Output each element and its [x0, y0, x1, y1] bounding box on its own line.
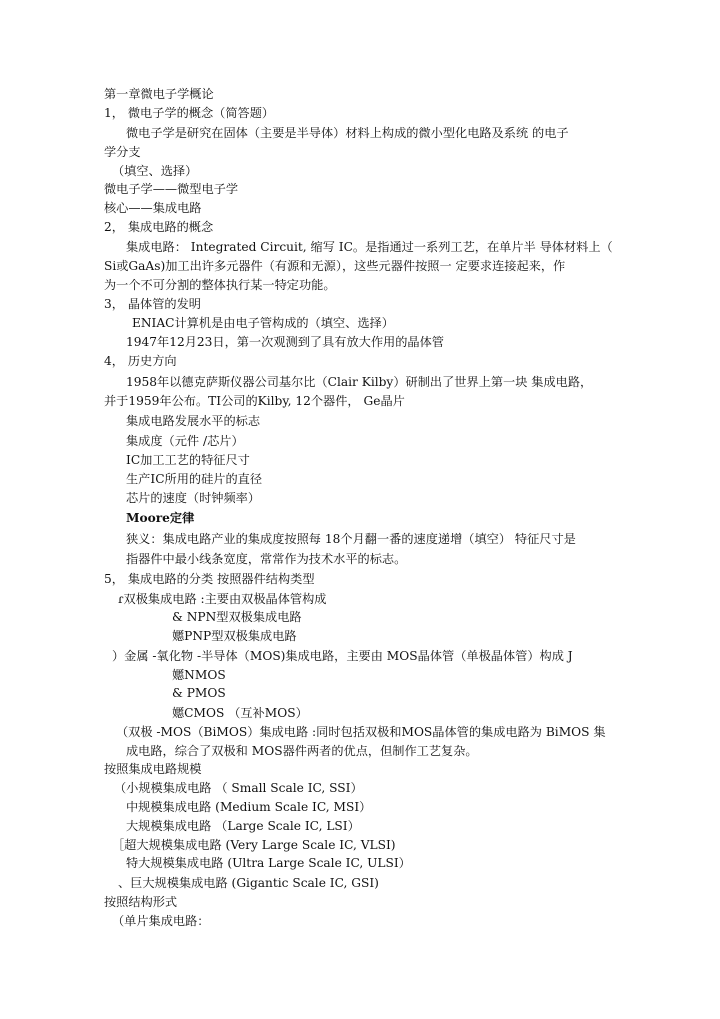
subheading: 按照集成电路规模	[104, 762, 202, 776]
list-item: ［超大规模集成电路 (Very Large Scale IC, VLSI)	[112, 838, 396, 852]
paragraph-line: 集成电路发展水平的标志	[126, 414, 261, 428]
chapter-title: 第一章微电子学概论	[104, 87, 214, 101]
paragraph-line: 狭义：集成电路产业的集成度按照每 18个月翻一番的速度递增（填空） 特征尺寸是	[126, 532, 576, 546]
paragraph-line: 微电子学——微型电子学	[104, 182, 239, 196]
paragraph-line: 指器件中最小线条宽度，常常作为技术水平的标志。	[126, 552, 407, 566]
subheading: 按照结构形式	[104, 895, 178, 909]
list-item: & PMOS	[172, 686, 226, 700]
list-item: （单片集成电路：	[112, 914, 210, 928]
list-item: 嬺PNP型双极集成电路	[172, 629, 297, 643]
section-heading-2: 2， 集成电路的概念	[104, 220, 214, 234]
moore-law-heading: Moore定律	[126, 511, 195, 525]
paragraph-line: 集成度（元件 /芯片）	[126, 434, 244, 448]
list-item: 大规模集成电路 （Large Scale IC, LSI）	[126, 819, 360, 833]
section-heading-3: 3， 晶体管的发明	[104, 297, 201, 311]
paragraph-line: 为一个不可分割的整体执行某一特定功能。	[104, 278, 336, 292]
paragraph-line: 芯片的速度（时钟频率）	[126, 491, 261, 505]
paragraph-line: Si或GaAs)加工出许多元器件（有源和无源），这些元器件按照一 定要求连接起来，作	[104, 259, 566, 273]
list-item: ɾ双极集成电路 :主要由双极晶体管构成	[118, 592, 327, 606]
section-heading-1: 1， 微电子学的概念（简答题）	[104, 106, 275, 120]
paragraph-line: 微电子学是研究在固体（主要是半导体）材料上构成的微小型化电路及系统 的电子	[126, 126, 569, 140]
list-item: 嬺NMOS	[172, 668, 226, 682]
paragraph-line: 1958年以德克萨斯仪器公司基尔比（Clair Kilby）研制出了世界上第一块 集成电路，	[126, 375, 593, 389]
paragraph-line: （双极 -MOS（BiMOS）集成电路 :同时包括双极和MOS晶体管的集成电路为 BiMOS 集	[116, 725, 606, 739]
list-item: ）金属 -氧化物 -半导体（MOS)集成电路，主要由 MOS晶体管（单极晶体管）构成 J	[112, 649, 573, 663]
list-item: 、巨大规模集成电路 (Gigantic Scale IC, GSI)	[118, 876, 379, 890]
list-item: 中规模集成电路 (Medium Scale IC, MSI）	[126, 800, 372, 814]
paragraph-line: 成电路，综合了双极和 MOS器件两者的优点，但制作工艺复杂。	[126, 744, 478, 758]
paragraph-line: （填空、选择）	[112, 164, 198, 178]
list-item: & NPN型双极集成电路	[172, 610, 302, 624]
list-item: 特大规模集成电路 (Ultra Large Scale IC, ULSI）	[126, 856, 411, 870]
section-heading-4: 4， 历史方向	[104, 354, 177, 368]
paragraph-line: 1947年12月23日，第一次观测到了具有放大作用的晶体管	[126, 335, 444, 349]
list-item: （小规模集成电路 （ Small Scale IC, SSI）	[114, 781, 363, 795]
list-item: 嬺CMOS （互补MOS）	[172, 706, 308, 720]
paragraph-line: 生产IC所用的硅片的直径	[126, 472, 263, 486]
paragraph-line: ENIAC计算机是由电子管构成的（填空、选择）	[132, 316, 394, 330]
section-heading-5: 5， 集成电路的分类 按照器件结构类型	[104, 572, 315, 586]
paragraph-line: IC加工工艺的特征尺寸	[126, 453, 250, 467]
paragraph-line: 核心——集成电路	[104, 201, 202, 215]
paragraph-line: 并于1959年公布。TI公司的Kilby, 12个器件， Ge晶片	[104, 394, 405, 408]
paragraph-line: 集成电路： Integrated Circuit, 缩写 IC。是指通过一系列工艺，在单片半 导体材料上（	[126, 240, 613, 254]
paragraph-line: 学分支	[104, 145, 141, 159]
